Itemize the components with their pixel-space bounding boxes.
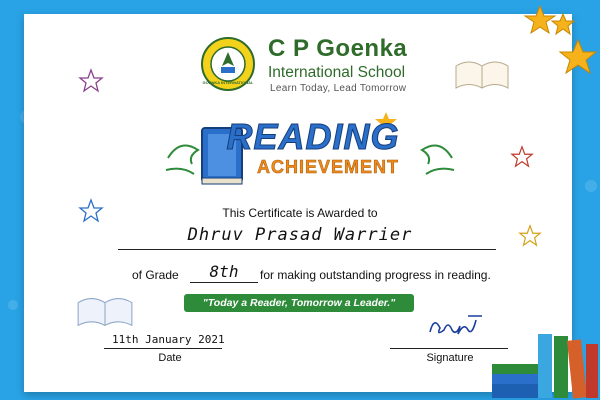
open-book-icon bbox=[74, 292, 136, 332]
star-icon bbox=[518, 2, 600, 92]
background-dot bbox=[585, 180, 597, 192]
book-stack-icon bbox=[488, 330, 600, 400]
date-label: Date bbox=[158, 352, 182, 364]
quote-banner: "Today a Reader, Tomorrow a Leader." bbox=[184, 294, 414, 312]
school-name-line1: C P Goenka bbox=[268, 35, 408, 62]
school-name-line2: International School bbox=[268, 64, 406, 81]
open-book-icon bbox=[452, 56, 512, 94]
school-tagline: Learn Today, Lead Tomorrow bbox=[270, 83, 407, 94]
signature-mark bbox=[424, 306, 488, 344]
star-icon bbox=[510, 145, 534, 169]
date-underline bbox=[104, 348, 222, 349]
grade-suffix: for making outstanding progress in reading. bbox=[260, 268, 491, 282]
signature-label: Signature bbox=[426, 352, 474, 364]
recipient-underline bbox=[118, 249, 496, 250]
grade-underline bbox=[190, 282, 258, 283]
background-dot bbox=[8, 300, 18, 310]
emblem-text: GOENKA INTERNATIONAL bbox=[202, 80, 254, 85]
recipient-name: Dhruv Prasad Warrier bbox=[187, 225, 413, 245]
grade-prefix: of Grade bbox=[132, 268, 179, 282]
heading-reading: READING bbox=[226, 116, 400, 157]
date-value: 11th January 2021 bbox=[112, 333, 225, 346]
star-icon bbox=[78, 68, 104, 94]
heading-achievement: ACHIEVEMENT bbox=[256, 157, 399, 177]
awarded-text: This Certificate is Awarded to bbox=[222, 206, 378, 220]
grade-value: 8th bbox=[209, 262, 239, 281]
